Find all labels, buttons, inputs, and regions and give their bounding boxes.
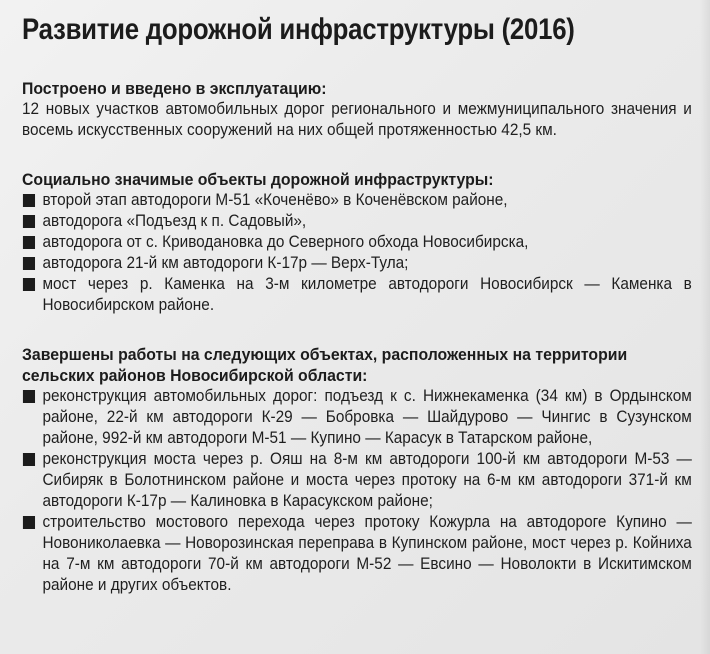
list-item [22,190,692,211]
bullet-square-icon [23,194,35,207]
social-heading: Социально значимые объекты дорожной инфраструктуры: [22,170,494,189]
list-item-text: автодорога от с. Криводановка до Северного обхода Новосибирска, [42,233,529,251]
bullet-square-icon [23,257,35,270]
bullet-square-icon [23,215,35,228]
built-heading: Построено и введено в эксплуатацию: [22,79,327,98]
list-item [22,253,692,274]
list-item [22,232,692,253]
list-item [22,386,692,449]
list-item-text: второй этап автодороги М-51 «Коченёво» в Коченёвском районе, [42,191,508,209]
list-item-text: мост через р. Каменка на 3-м километре автодороги Новосибирск — Каменка в Новосибирском районе. [42,275,692,314]
list-item-text: автодорога «Подъезд к п. Садовый», [42,212,307,230]
list-item-text: строительство мостового перехода через протоку Кожурла на автодороге Купино — Новониколаевка — Новорозинская переправа в Купинском районе, мост через р. Койниха на 7-м км автодороги 70-й км автодороги М-52 — Евсино — Новолокти в Искитимском районе и других объектов. [42,513,692,594]
list-item-text: реконструкция автомобильных дорог: подъезд к с. Нижнекаменка (34 км) в Ордынском районе, 22-й км автодороги К-29 — Бобровка — Шайдурово — Чингис в Сузунском районе, 992-й км автодороги М-51 — Купино — Карасук в Татарском районе, [42,387,692,447]
bullet-square-icon [23,278,35,291]
list-item [22,512,692,596]
bullet-square-icon [23,390,35,403]
list-item [22,211,692,232]
bullet-square-icon [23,453,35,466]
built-text: 12 новых участков автомобильных дорог регионального и межмуниципального значения и восемь искусственных сооружений на них общей протяженностью 42,5 км. [22,100,692,139]
bullet-square-icon [23,516,35,529]
list-item-text: автодорога 21-й км автодороги К-17р — Верх-Тула; [42,254,409,272]
social-section [22,169,692,316]
completed-heading: Завершены работы на следующих объектах, расположенных на территории сельских районов Новосибирской области: [22,345,628,385]
built-section [22,78,692,141]
completed-section [22,344,692,596]
list-item-text: реконструкция моста через р. Ояш на 8-м км автодороги 100-й км автодороги М-53 — Сибиряк в Болотнинском районе и моста через протоку на 6-м км автодороги 371-й км автодороги К-17р — Калиновка в Карасукском районе; [42,450,692,510]
completed-list [22,386,692,596]
bullet-square-icon [23,236,35,249]
social-list [22,190,692,316]
content-body [22,78,692,596]
page-title: Развитие дорожной инфраструктуры (2016) [22,13,575,46]
list-item [22,274,692,316]
list-item [22,449,692,512]
